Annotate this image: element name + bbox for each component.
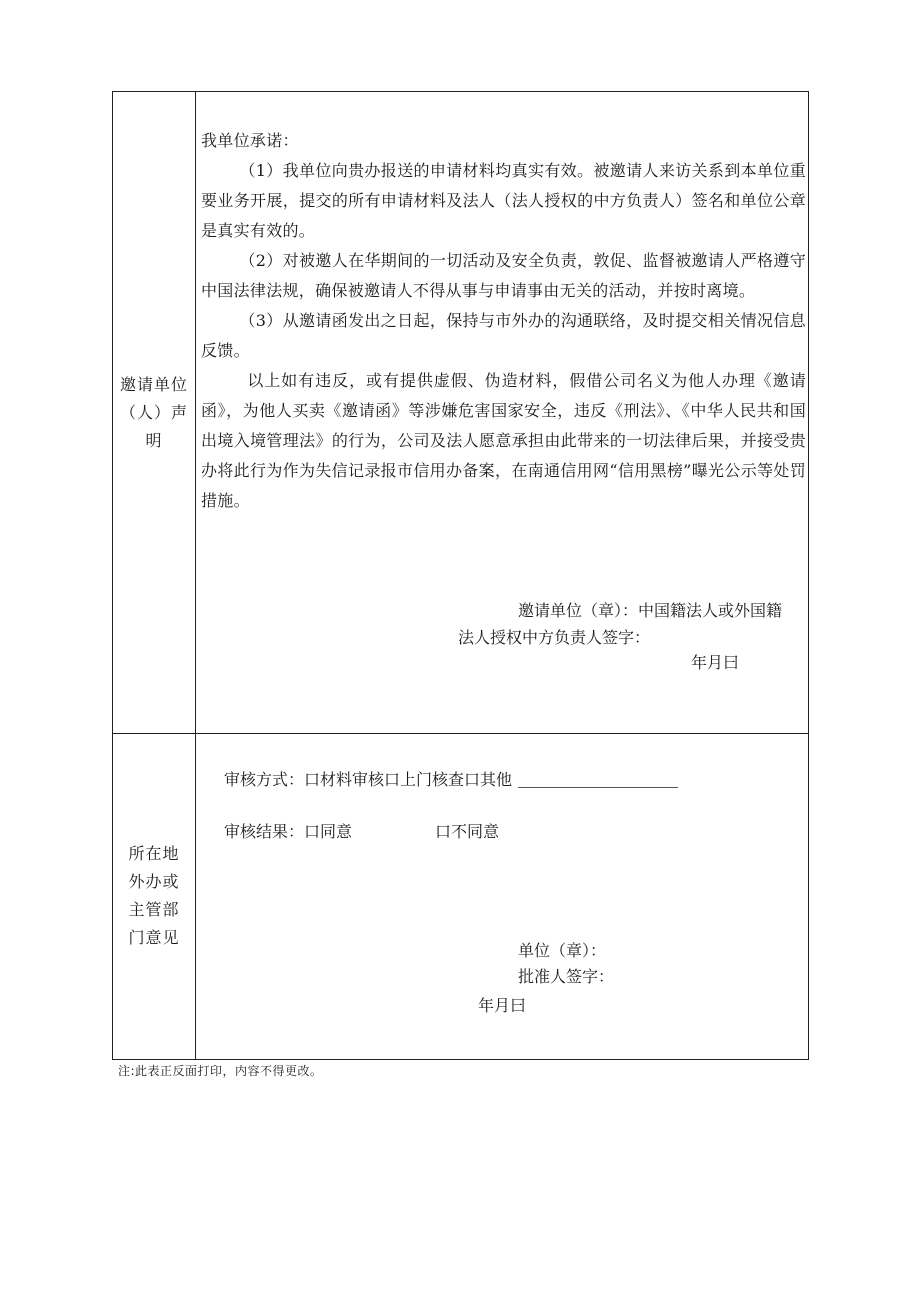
review-result-line	[224, 819, 352, 842]
other-method-blank[interactable]	[518, 787, 678, 788]
declaration-paragraph-4: 以上如有违反，或有提供虚假、伪造材料，假借公司名义为他人办理《邀请函》，为他人买卖《邀请函》等涉嫌危害国家安全，违反《刑法》、《中华人民共和国出境入境管理法》的行为，公司及法人愿意承担由此带来的一切法律后果，并接受贵办将此行为作为失信记录报市信用办备案，在南通信用网“信用黑榜”曝光公示等处罚措施。	[201, 371, 806, 510]
review-result-disagree: 口不同意	[435, 822, 500, 841]
declaration-label: 邀请单位（人）声明	[119, 374, 188, 450]
row-divider	[113, 733, 808, 734]
review-label: 所在地外办或主管部门意见	[128, 844, 180, 947]
declaration-paragraph-1: （1）我单位向贵办报送的申请材料均真实有效。被邀请人来访关系到本单位重要业务开展，提交的所有申请材料及法人（法人授权的中方负责人）签名和单位公章是真实有效的。	[201, 161, 806, 240]
review-method-text: 审核方式：口材料审核口上门核查口其他	[224, 770, 513, 789]
inviter-seal-line: 邀请单位（章）：中国籍法人或外国籍	[518, 601, 783, 620]
declaration-paragraph-2: （2）对被邀人在华期间的一切活动及安全负责，敦促、监督被邀请人严格遵守中国法律法规，确保被邀请人不得从事与申请事由无关的活动，并按时离境。	[201, 251, 806, 300]
declaration-intro: 我单位承诺：	[201, 131, 299, 150]
review-result-agree: 审核结果：口同意	[224, 822, 353, 841]
declaration-label-cell	[113, 92, 196, 733]
declaration-paragraph-3: （3）从邀请函发出之日起，保持与市外办的沟通联络，及时提交相关情况信息反馈。	[201, 311, 806, 360]
declaration-content	[198, 126, 808, 516]
application-form-table	[112, 91, 809, 1060]
footnote: 注:此表正反面打印，内容不得更改。	[118, 1064, 323, 1078]
review-date: 年月曰	[478, 996, 527, 1015]
review-unit-seal: 单位（章）：	[518, 941, 607, 960]
review-approver-signature: 批准人签字：	[518, 967, 615, 986]
inviter-signature-line: 法人授权中方负责人签字：	[458, 628, 651, 647]
declaration-date: 年月曰	[691, 653, 740, 672]
review-label-cell	[113, 733, 196, 1059]
review-method-line	[224, 767, 678, 790]
